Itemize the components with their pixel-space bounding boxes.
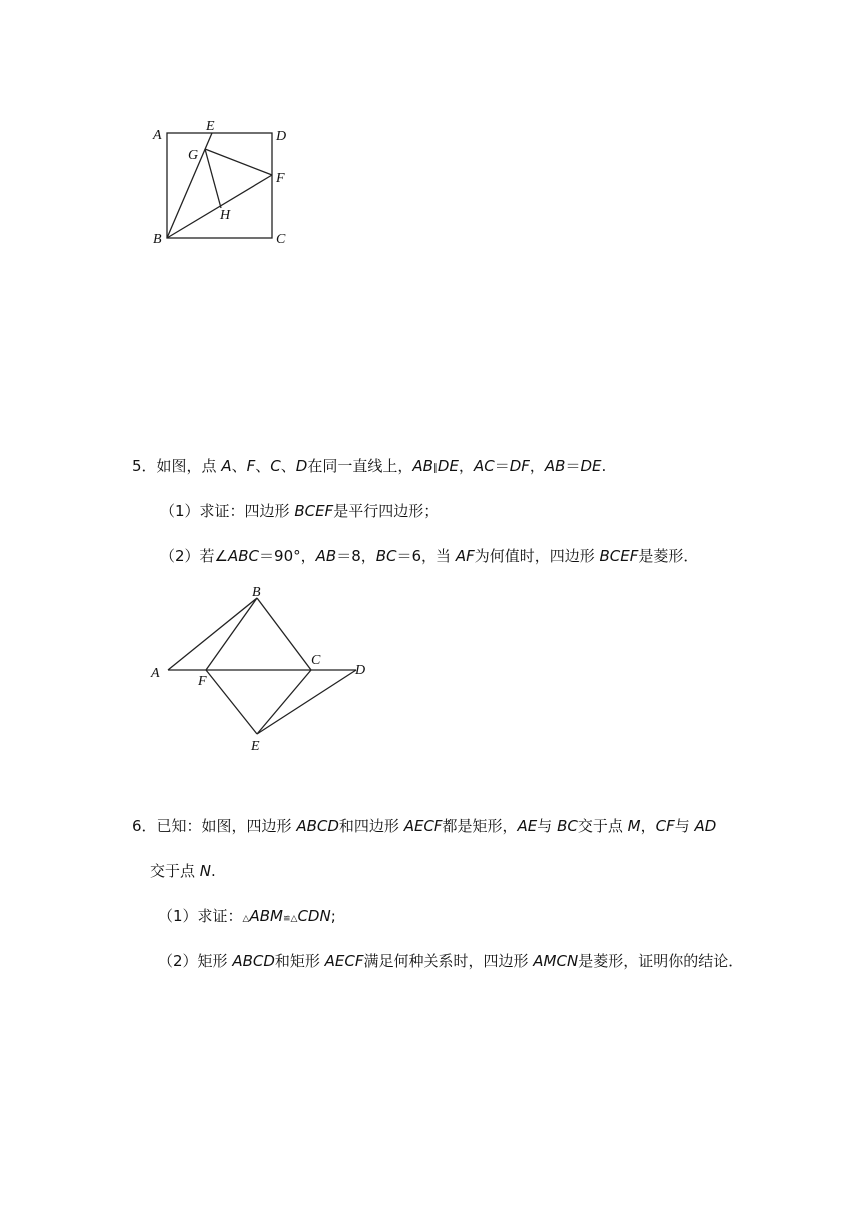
segment-bf bbox=[167, 175, 272, 238]
label-b: B bbox=[252, 585, 261, 600]
label-d: D bbox=[355, 663, 366, 678]
q5-number: 5． bbox=[132, 457, 157, 475]
segment-gh bbox=[205, 149, 221, 208]
segment-de bbox=[257, 670, 356, 734]
segment-fe bbox=[206, 670, 257, 734]
label-d: D bbox=[276, 129, 287, 144]
q6-stem-line1: 6．已知：如图，四边形 ABCD和四边形 AECF都是矩形，AE与 BC交于点 M，CF与 AD bbox=[132, 817, 717, 835]
label-f: F bbox=[198, 674, 207, 689]
figure-square-abcd bbox=[150, 116, 300, 251]
segment-gf bbox=[205, 149, 272, 175]
label-a: A bbox=[151, 666, 160, 681]
q5-part2: （2）若∠ABC＝90°，AB＝8，BC＝6，当 AF为何值时，四边形 BCEF是菱形． bbox=[160, 547, 699, 565]
label-h: H bbox=[220, 208, 231, 223]
label-f: F bbox=[276, 171, 285, 186]
figure-parallelogram-bcef bbox=[145, 580, 375, 755]
q5-stem: 5．如图，点 A、F、C、D在同一直线上，AB∥DE，AC＝DF，AB＝DE. bbox=[132, 457, 607, 475]
label-a: A bbox=[153, 128, 162, 143]
label-e: E bbox=[206, 119, 215, 134]
segment-ce bbox=[257, 670, 311, 734]
label-e: E bbox=[251, 739, 260, 754]
label-b: B bbox=[153, 232, 162, 247]
segment-ab bbox=[168, 598, 257, 670]
label-g: G bbox=[188, 148, 199, 163]
label-c: C bbox=[276, 232, 286, 247]
q6-part2: （2）矩形 ABCD和矩形 AECF满足何种关系时，四边形 AMCN是菱形，证明你的结论． bbox=[158, 952, 744, 970]
segment-bc bbox=[257, 598, 311, 670]
label-c: C bbox=[311, 653, 321, 668]
q6-stem-line2: 交于点 N. bbox=[150, 862, 216, 880]
q6-number: 6． bbox=[132, 817, 157, 835]
q5-part1: （1）求证：四边形 BCEF是平行四边形； bbox=[160, 502, 439, 520]
segment-fb bbox=[206, 598, 257, 670]
q6-part1: （1）求证：△ABM≌△CDN; bbox=[158, 907, 336, 925]
